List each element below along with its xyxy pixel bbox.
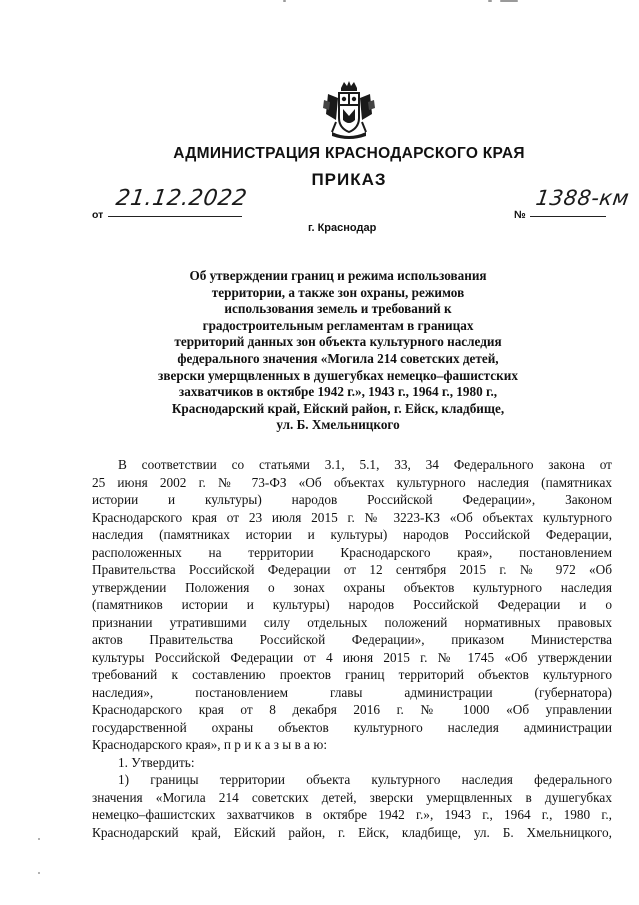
body-line: истории и культуры) народов Российской Федерации», Законом <box>92 492 612 507</box>
body-line: актов Правительства Российской Федерации», приказом Министерства <box>92 632 612 647</box>
body-line: Краснодарского края от 8 декабря 2016 г. № 1000 «Об управлении <box>92 702 612 717</box>
body-line: немецко–фашистских захватчиков в октябре 1942 г.», 1943 г., 1964 г., 1980 г., <box>92 807 612 822</box>
document-heading <box>140 268 536 434</box>
handwritten-number: 1388-км <box>534 186 631 210</box>
body-line: культуры Российской Федерации от 4 июня 2015 г. № 1745 «Об утверждении <box>92 649 612 665</box>
body-line: 25 июня 2002 г. № 73-ФЗ «Об объектах культурного наследия (памятниках <box>92 474 612 490</box>
heading-line: зверски умерщвленных в душегубках немецко–фашистских <box>158 367 518 383</box>
body-line: 1) границы территории объекта культурного наследия федерального <box>118 772 612 787</box>
body-line: государственной охраны объектов культурного наследия администрации <box>92 719 612 735</box>
scan-speck <box>500 0 518 2</box>
document-body <box>92 456 612 841</box>
body-line: признании утратившими силу отдельных положений нормативных правовых <box>92 614 612 630</box>
body-line: значения «Могила 214 советских детей, зверски умерщвленных в душегубках <box>92 789 612 805</box>
scan-speck <box>283 0 286 2</box>
heading-line: градостроительным регламентам в границах <box>202 317 474 333</box>
administration-title: АДМИНИСТРАЦИЯ КРАСНОДАРСКОГО КРАЯ <box>173 145 525 162</box>
order-title: ПРИКАЗ <box>311 170 387 189</box>
body-line: (памятников истории и культуры) народов Российской Федерации и о <box>92 597 612 612</box>
heading-line: территорий данных зон объекта культурного наследия <box>174 334 502 350</box>
number-prefix: № <box>514 209 526 221</box>
scan-speck <box>38 872 40 874</box>
heading-line: федерального значения «Могила 214 советских детей, <box>177 350 499 366</box>
body-line: Правительства Российской Федерации от 12 сентября 2015 г. № 972 «Об <box>92 562 612 577</box>
body-line: расположенных на территории Краснодарского края», постановлением <box>92 544 612 560</box>
heading-line: территории, а также зон охраны, режимов <box>211 284 465 300</box>
body-line: 1. Утвердить: <box>118 754 195 770</box>
body-line: Краснодарского края», п р и к а з ы в а ю: <box>92 737 328 752</box>
body-line: Краснодарского края от 23 июля 2015 г. № 3223-КЗ «Об объектах культурного <box>92 509 612 525</box>
heading-line: захватчиков в октябре 1942 г.», 1943 г., 1964 г., 1980 г., <box>178 384 498 400</box>
city-label: г. Краснодар <box>308 222 377 234</box>
heading-line: ул. Б. Хмельницкого <box>276 417 400 433</box>
body-line: В соответствии со статьями 3.1, 5.1, 33, 34 Федерального закона от <box>118 457 612 472</box>
scan-speck <box>38 838 40 840</box>
krasnodar-coat-of-arms-icon <box>322 80 376 142</box>
body-line: требований к составлению проектов границ территорий объектов культурного <box>92 667 612 682</box>
handwritten-date: 21.12.2022 <box>114 186 249 211</box>
body-line: наследия», постановлением главы администрации (губернатора) <box>92 684 612 700</box>
scan-speck <box>488 0 492 2</box>
heading-line: использования земель и требований к <box>224 301 452 317</box>
heading-line: Об утверждении границ и режима использования <box>189 268 487 283</box>
body-line: Краснодарский край, Ейский район, г. Ейск, кладбище, ул. Б. Хмельницкого, <box>92 824 612 840</box>
body-line: утверждении Положения о зонах охраны объектов культурного наследия <box>92 579 612 595</box>
body-line: наследия (памятниках истории и культуры) народов Российской Федерации, <box>92 527 612 542</box>
heading-line: Краснодарский край, Ейский район, г. Ейск, кладбище, <box>171 400 505 416</box>
date-prefix: от <box>92 209 104 221</box>
